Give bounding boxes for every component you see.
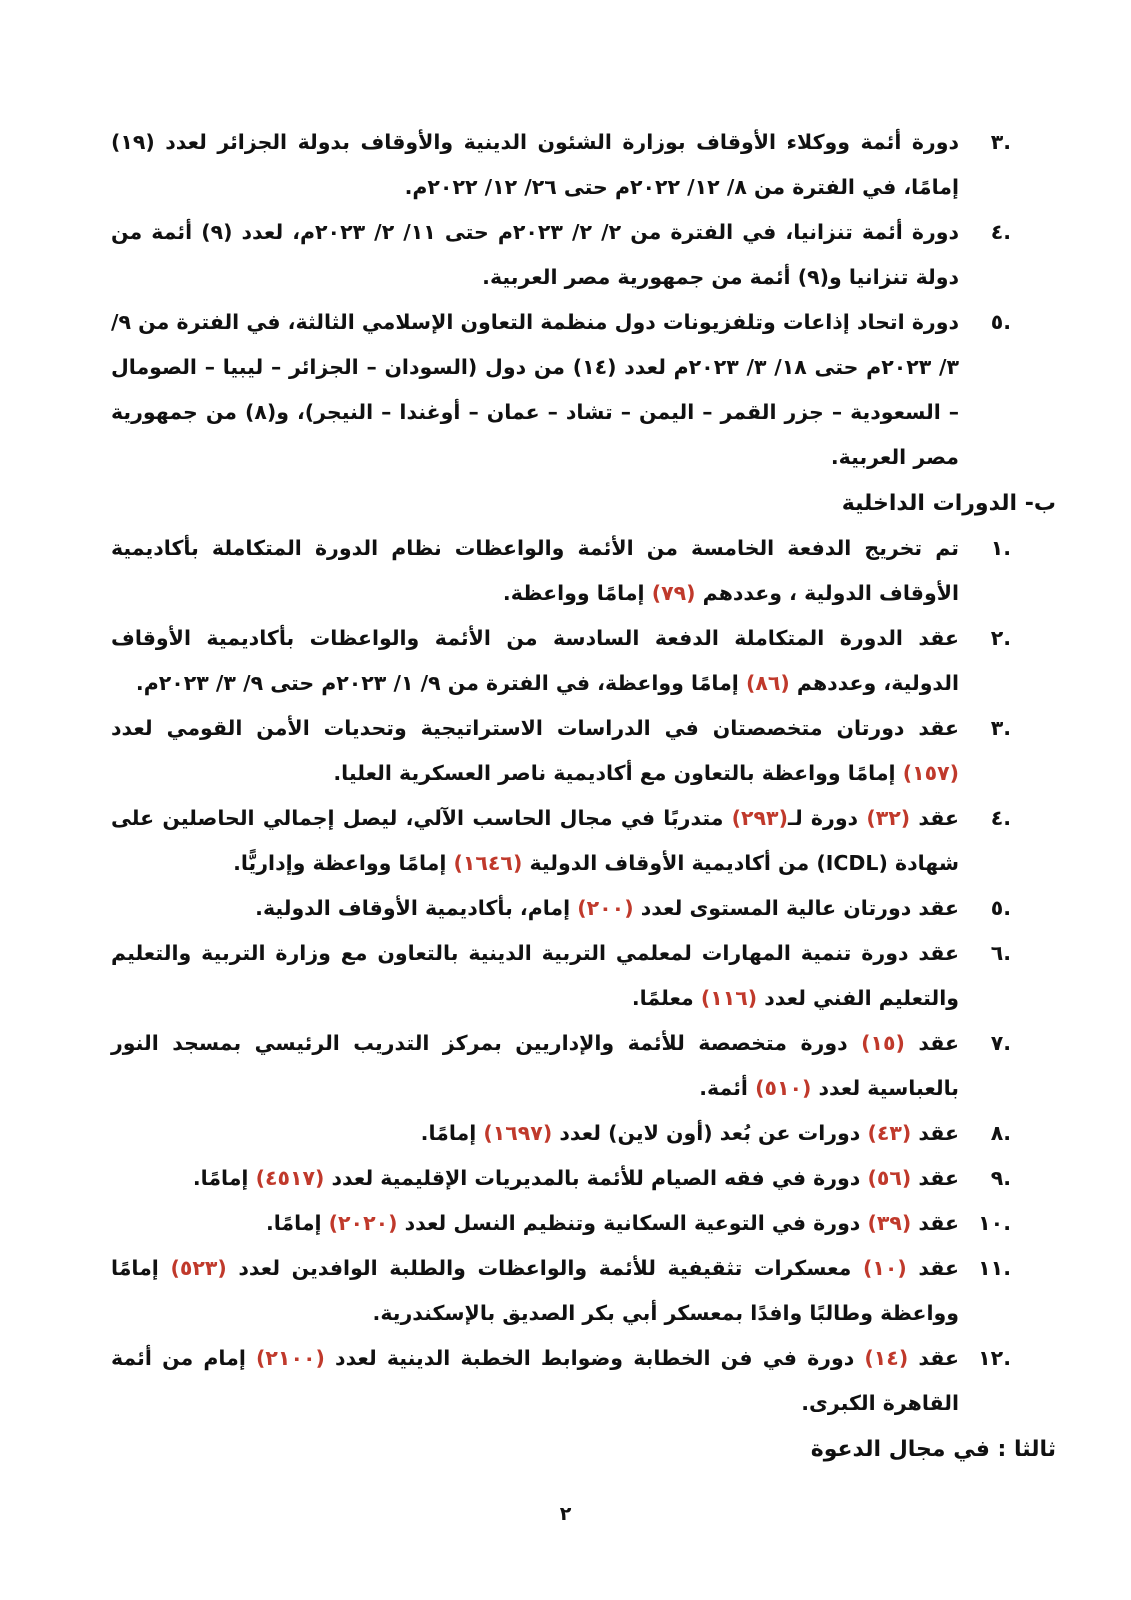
text-segment: إمامًا.: [192, 1166, 256, 1190]
internal-course-item: [111, 526, 1011, 616]
internal-course-item: [111, 1111, 1011, 1156]
internal-course-item: [111, 706, 1011, 796]
highlighted-count: (١٥٧): [902, 761, 959, 785]
text-segment: إمامًا وواعظة بالتعاون مع أكاديمية ناصر العسكرية العليا.: [333, 761, 903, 785]
highlighted-count: (١٠): [862, 1256, 907, 1280]
list-item-number: .٥: [990, 310, 1011, 334]
highlighted-count: (٥٢٣): [170, 1256, 227, 1280]
list-item-number: .١: [990, 536, 1011, 560]
text-segment: دورة لـ: [787, 806, 867, 830]
text-segment: معلمًا.: [631, 986, 701, 1010]
text-segment: عقد دورة تنمية المهارات لمعلمي التربية الدينية بالتعاون مع وزارة التربية والتعليم والتعليم الفني لعدد: [111, 941, 959, 1010]
list-item-text: [266, 1211, 959, 1235]
internal-course-item: [111, 796, 1011, 886]
text-segment: دورة أئمة ووكلاء الأوقاف بوزارة الشئون الدينية والأوقاف بدولة الجزائر لعدد (١٩) إمامًا، في الفترة من ٨/ ١٢/ ٢٠٢٢م حتى ٢٦/ ١٢/ ٢٠٢٢م.: [111, 130, 959, 199]
list-item-number: .١٠: [978, 1211, 1011, 1235]
highlighted-count: (٣٩): [867, 1211, 912, 1235]
highlighted-count: (٢٠٢٠): [328, 1211, 398, 1235]
text-segment: معسكرات تثقيفية للأئمة والواعظات والطلبة الوافدين لعدد: [226, 1256, 863, 1280]
text-segment: عقد: [904, 1031, 959, 1055]
internal-course-item: [111, 931, 1011, 1021]
list-item-number: .٩: [990, 1166, 1011, 1190]
text-segment: متدربًا في مجال الحاسب الآلي، ليصل إجمالي الحاصلين على شهادة (ICDL) من أكاديمية الأوقاف الدولية: [111, 806, 959, 875]
list-item-text: [111, 626, 959, 695]
highlighted-count: (٧٩): [651, 581, 696, 605]
text-segment: عقد: [911, 1211, 959, 1235]
text-segment: عقد: [911, 1166, 959, 1190]
list-item-text: [111, 220, 959, 289]
list-item-text: [111, 1031, 959, 1100]
list-item-text: [111, 130, 959, 199]
highlighted-count: (٥١٠): [755, 1076, 812, 1100]
list-item-text: [421, 1121, 959, 1145]
external-course-item: [111, 210, 1011, 300]
text-segment: إمامًا وواعظة.: [502, 581, 652, 605]
text-segment: عقد دورتان عالية المستوى لعدد: [633, 896, 959, 920]
text-segment: عقد: [911, 1121, 959, 1145]
list-item-text: [111, 806, 959, 875]
text-segment: إمامًا وواعظة وإداريًّا.: [233, 851, 454, 875]
text-segment: إمامًا وواعظة، في الفترة من ٩/ ١/ ٢٠٢٣م حتى ٩/ ٣/ ٢٠٢٣م.: [135, 671, 746, 695]
text-segment: عقد: [908, 1346, 959, 1370]
text-segment: دورة متخصصة للأئمة والإداريين بمركز التدريب الرئيسي بمسجد النور بالعباسية لعدد: [111, 1031, 959, 1100]
list-item-text: [111, 1256, 959, 1325]
list-item-text: [111, 536, 959, 605]
highlighted-count: (٤٣): [867, 1121, 912, 1145]
internal-courses-list: [111, 526, 1011, 1426]
da'wa-section-heading: ثالثا : في مجال الدعوة: [810, 1437, 1056, 1462]
highlighted-count: (١٤): [864, 1346, 909, 1370]
highlighted-count: (٥٦): [867, 1166, 912, 1190]
list-item-text: [193, 1166, 959, 1190]
internal-course-item: [111, 1156, 1011, 1201]
list-item-text: [111, 941, 959, 1010]
text-segment: دورة أئمة تنزانيا، في الفترة من ٢/ ٢/ ٢٠٢٣م حتى ١١/ ٢/ ٢٠٢٣م، لعدد (٩) أئمة من دولة تنزانيا و(٩) أئمة من جمهورية مصر العربية.: [111, 220, 960, 289]
text-segment: دورة في فقه الصيام للأئمة بالمديريات الإقليمية لعدد: [324, 1166, 868, 1190]
internal-courses-heading: ب- الدورات الداخلية: [841, 491, 1056, 516]
page-number: ٢: [559, 1503, 572, 1525]
internal-course-item: [111, 1246, 1011, 1336]
text-segment: إمام من أئمة القاهرة الكبرى.: [111, 1346, 959, 1415]
list-item-number: .١١: [978, 1256, 1011, 1280]
internal-course-item: [111, 1201, 1011, 1246]
text-segment: دورة في التوعية السكانية وتنظيم النسل لعدد: [397, 1211, 868, 1235]
list-item-number: .٥: [990, 896, 1011, 920]
text-segment: إمامًا وواعظة وطالبًا وافدًا بمعسكر أبي بكر الصديق بالإسكندرية.: [111, 1256, 959, 1325]
text-segment: إمامًا.: [265, 1211, 329, 1235]
highlighted-count: (١٥): [861, 1031, 905, 1055]
text-segment: إمامًا.: [420, 1121, 484, 1145]
highlighted-count: (٢٩٣): [731, 806, 788, 830]
text-segment: عقد: [910, 806, 959, 830]
list-item-number: .٧: [990, 1031, 1011, 1055]
highlighted-count: (٨٦): [745, 671, 790, 695]
internal-course-item: [111, 886, 1011, 931]
list-item-text: [111, 1346, 959, 1415]
internal-course-item: [111, 616, 1011, 706]
list-item-text: [111, 310, 959, 469]
text-segment: عقد: [906, 1256, 959, 1280]
external-course-item: [111, 300, 1011, 480]
highlighted-count: (١٦٤٦): [453, 851, 523, 875]
list-item-number: .٤: [990, 220, 1011, 244]
list-item-number: .٨: [990, 1121, 1011, 1145]
list-item-number: .٣: [990, 130, 1011, 154]
list-item-number: .٦: [990, 941, 1011, 965]
text-segment: دورات عن بُعد (أون لاين) لعدد: [552, 1121, 868, 1145]
text-segment: عقد الدورة المتكاملة الدفعة السادسة من الأئمة والواعظات بأكاديمية الأوقاف الدولية، وعددهم: [111, 626, 959, 695]
highlighted-count: (٢١٠٠): [256, 1346, 325, 1370]
internal-course-item: [111, 1021, 1011, 1111]
highlighted-count: (٤٥١٧): [255, 1166, 325, 1190]
list-item-number: .٢: [990, 626, 1011, 650]
text-segment: دورة في فن الخطابة وضوابط الخطبة الدينية لعدد: [324, 1346, 865, 1370]
text-segment: تم تخريج الدفعة الخامسة من الأئمة والواعظات نظام الدورة المتكاملة بأكاديمية الأوقاف الدولية ، وعددهم: [111, 536, 959, 605]
text-segment: إمام، بأكاديمية الأوقاف الدولية.: [255, 896, 578, 920]
list-item-number: .٣: [990, 716, 1011, 740]
text-segment: أئمة.: [699, 1076, 756, 1100]
list-item-number: .١٢: [978, 1346, 1011, 1370]
external-courses-list: [111, 120, 1011, 480]
internal-course-item: [111, 1336, 1011, 1426]
highlighted-count: (١١٦): [700, 986, 758, 1010]
text-segment: دورة اتحاد إذاعات وتلفزيونات دول منظمة التعاون الإسلامي الثالثة، في الفترة من ٩/ ٣/ ٢٠٢٣م حتى ١٨/ ٣/ ٢٠٢٣م لعدد (١٤) من دول (السودان – الجزائر – ليبيا – الصومال – السعودية – جزر القمر – اليمن – تشاد – عمان – أوغندا – النيجر)، و(٨) من جمهورية مصر العربية.: [111, 310, 960, 469]
highlighted-count: (١٦٩٧): [483, 1121, 553, 1145]
external-course-item: [111, 120, 1011, 210]
list-item-number: .٤: [990, 806, 1011, 830]
document-page: [111, 120, 1056, 1472]
list-item-text: [111, 716, 959, 785]
highlighted-count: (٢٠٠): [577, 896, 634, 920]
highlighted-count: (٣٢): [866, 806, 911, 830]
text-segment: عقد دورتان متخصصتان في الدراسات الاستراتيجية وتحديات الأمن القومي لعدد: [111, 716, 959, 740]
list-item-text: [255, 896, 959, 920]
